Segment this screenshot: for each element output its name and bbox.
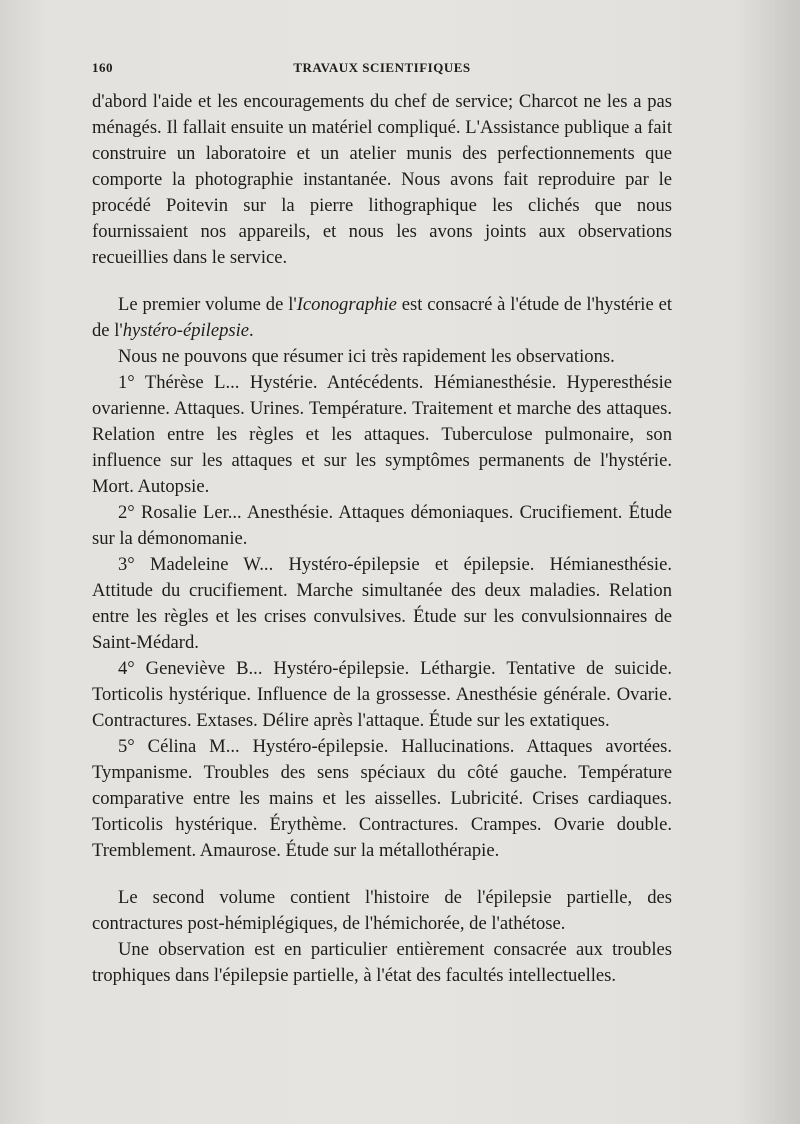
observation-item: 3° Madeleine W... Hystéro-épilepsie et épilepsie. Hémianesthésie. Attitude du crucifiement. Marche simultanée des deux maladies. Relation entre les règles et les crises convulsives. Étude sur les convulsionnaires de Saint-Médard. (92, 554, 672, 653)
paragraph-intro: d'abord l'aide et les encouragements du chef de service; Charcot ne les a pas ménagés. Il fallait ensuite un matériel compliqué. L'Assistance publique a fait construire un laboratoire et un atelier munis des perfectionnements que comporte la photographie instantanée. Nous avons fait reproduire par le procédé Poitevin sur la pierre lithographique les clichés que nous fournissaient nos appareils, et nous les avons joints aux observations recueillies dans le service. (92, 91, 672, 268)
page-number: 160 (92, 60, 113, 75)
page-header (92, 60, 672, 82)
body-text (92, 89, 672, 989)
observation-item: 1° Thérèse L... Hystérie. Antécédents. Hémianesthésie. Hyperesthésie ovarienne. Attaques. Urines. Température. Traitement et marche des attaques. Relation entre les règles et les attaques. Tuberculose pulmonaire, son influence sur les attaques et sur les symptômes permanents de l'hystérie. Mort. Autopsie. (92, 372, 672, 497)
italic-term-hystero-epilepsie: hystéro-épilepsie (122, 320, 250, 341)
observation-item: 5° Célina M... Hystéro-épilepsie. Hallucinations. Attaques avortées. Tympanisme. Troubles des sens spéciaux du côté gauche. Température comparative entre les mains et les aisselles. Lubricité. Crises cardiaques. Torticolis hystérique. Érythème. Contractures. Crampes. Ovarie double. Tremblement. Amaurose. Étude sur la métallothérapie. (92, 736, 672, 861)
text-run: est consacré à l'étude de l'hystérie et de l' (92, 294, 673, 341)
observation-item: 4° Geneviève B... Hystéro-épilepsie. Léthargie. Tentative de suicide. Torticolis hystérique. Influence de la grossesse. Anesthésie générale. Ovarie. Contractures. Extases. Délire après l'attaque. Étude sur les extatiques. (92, 658, 672, 731)
paragraph-first-volume (92, 292, 672, 344)
paragraph-second-volume: Le second volume contient l'histoire de l'épilepsie partielle, des contractures post-hémiplégiques, de l'hémichorée, de l'athétose. (92, 887, 672, 934)
paragraph-observation-trophic: Une observation est en particulier entièrement consacrée aux troubles trophiques dans l'épilepsie partielle, à l'état des facultés intellectuelles. (92, 939, 672, 986)
italic-title-iconographie: Iconographie (296, 294, 397, 315)
observation-item: 2° Rosalie Ler... Anesthésie. Attaques démoniaques. Crucifiement. Étude sur la démonomanie. (92, 502, 672, 549)
paragraph-summary: Nous ne pouvons que résumer ici très rapidement les observations. (118, 346, 615, 367)
text-run: . (249, 320, 254, 341)
text-run: Le premier volume de l' (118, 294, 297, 315)
running-head: TRAVAUX SCIENTIFIQUES (293, 60, 471, 75)
